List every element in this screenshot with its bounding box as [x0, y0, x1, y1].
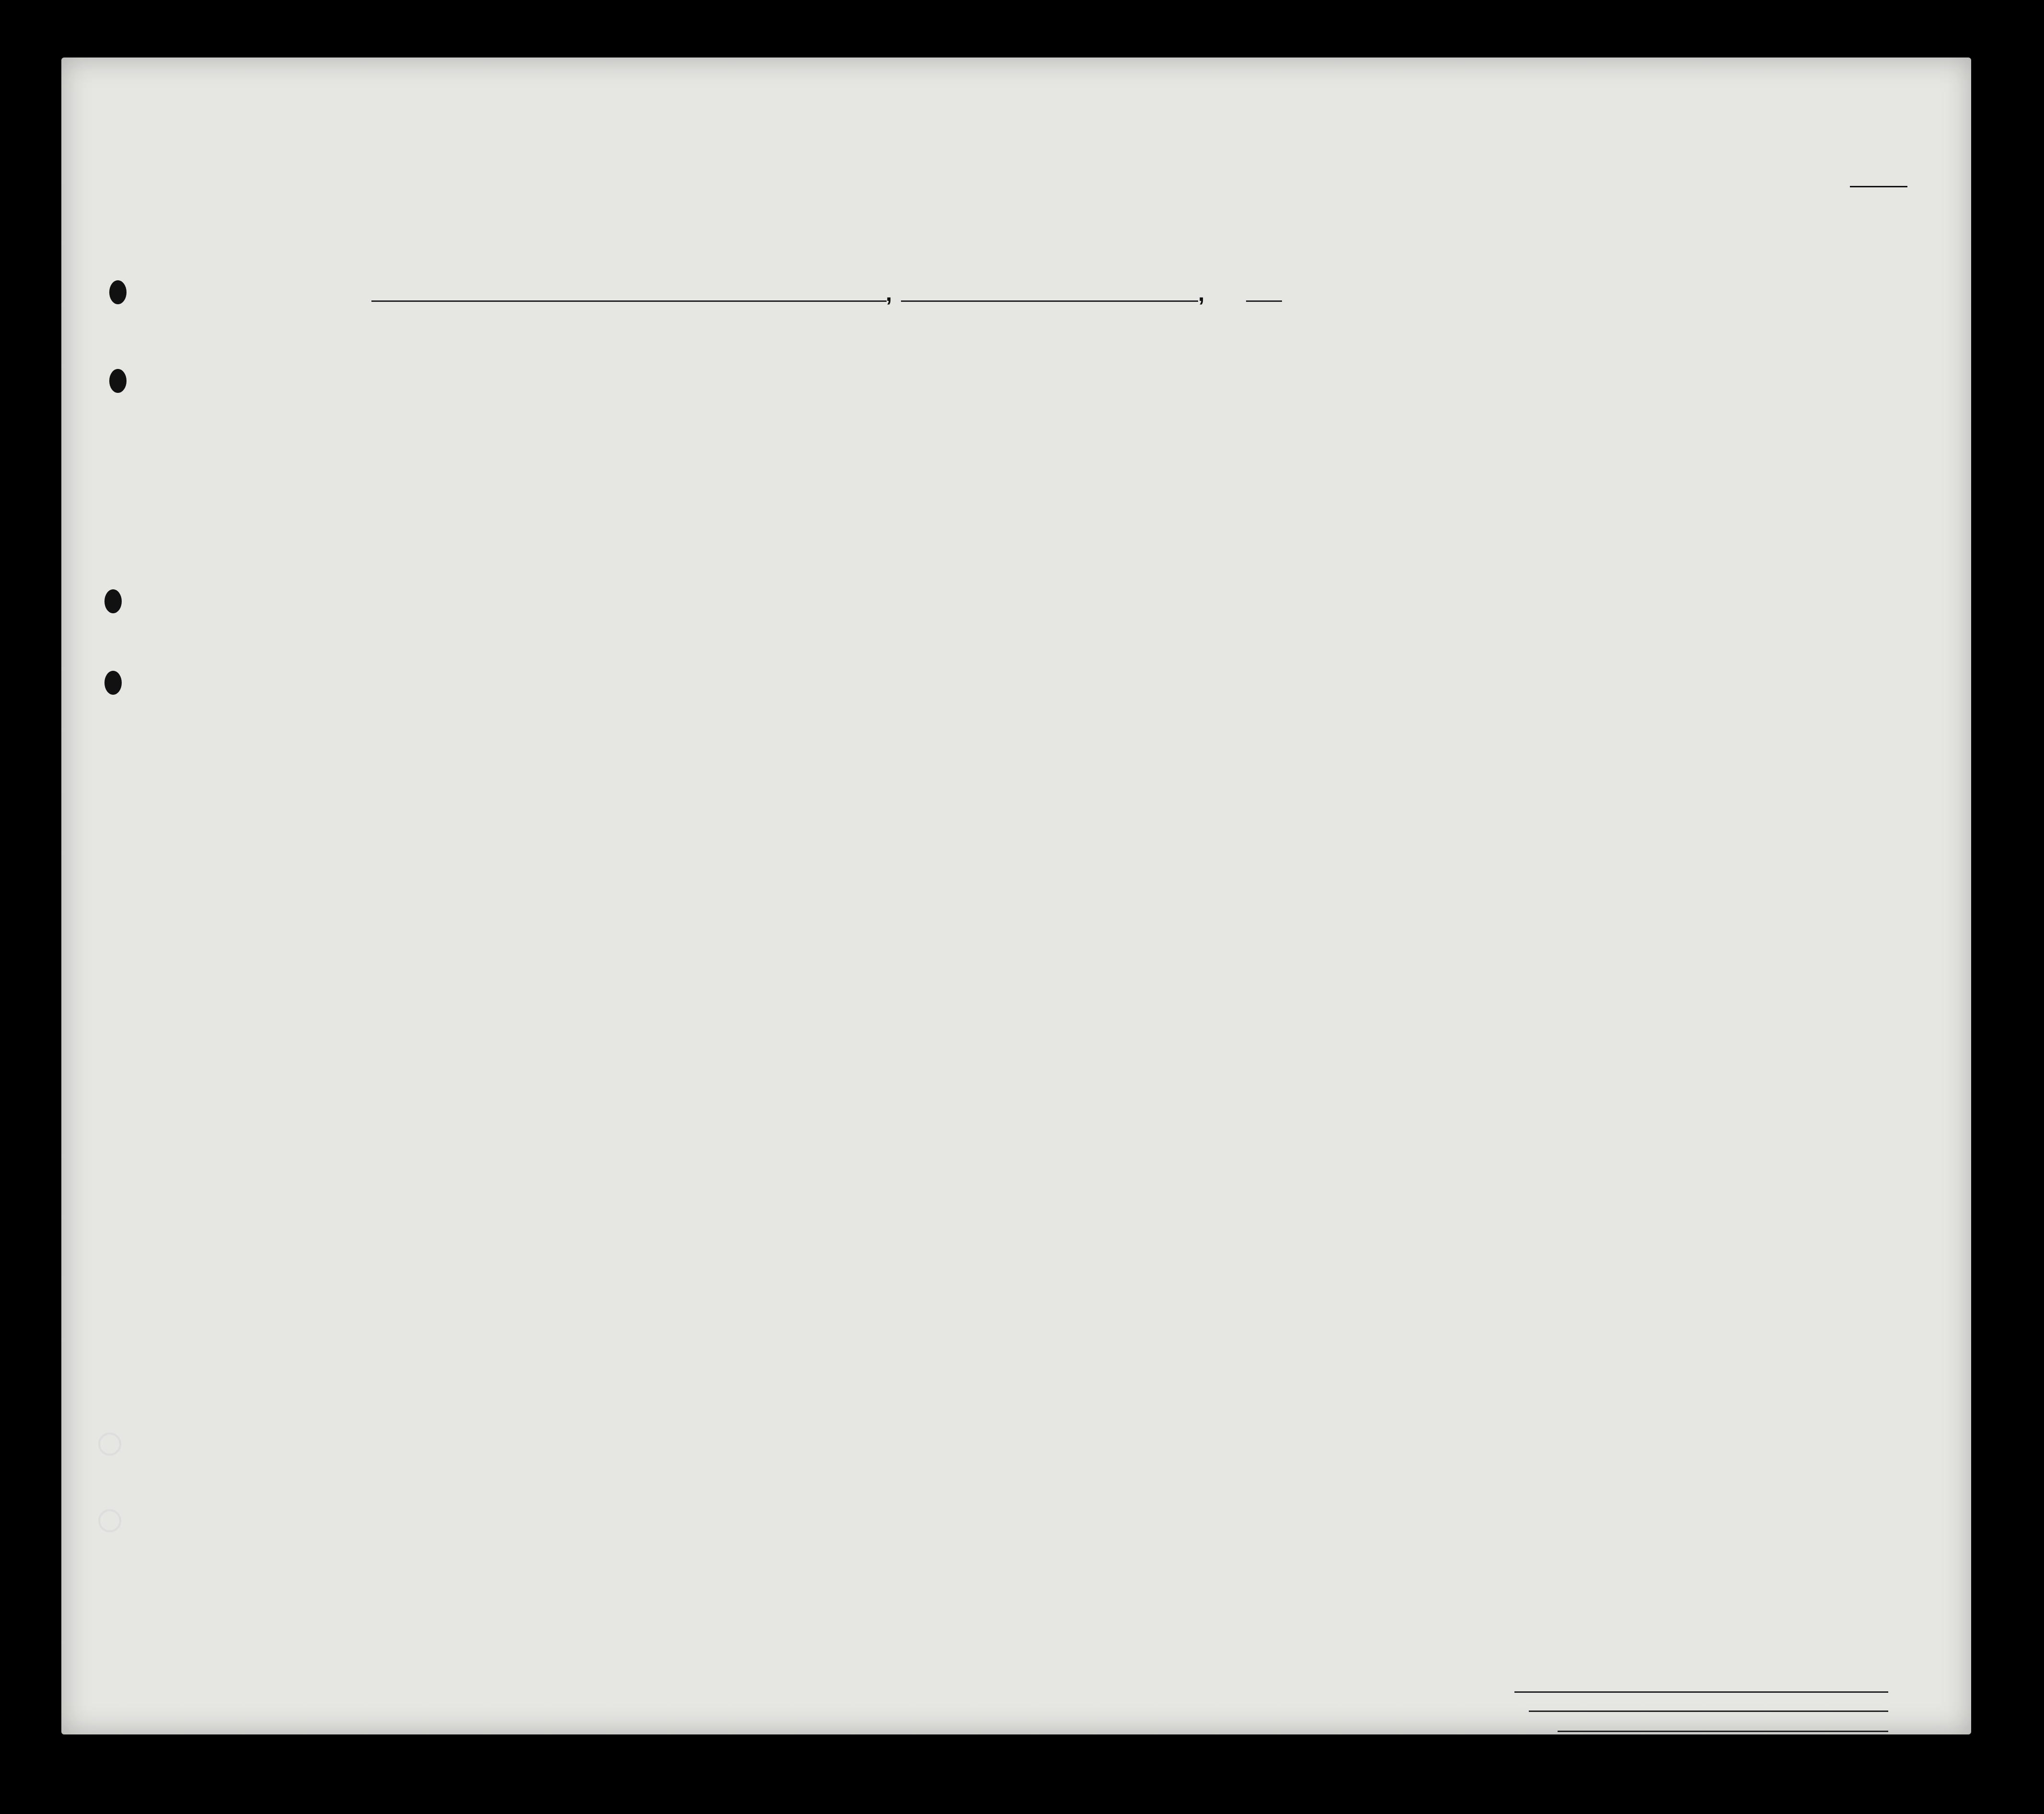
- binder-hole: [98, 1433, 121, 1456]
- agents-signature-line: [1558, 1731, 1888, 1732]
- separator-comma: ,: [1198, 281, 1205, 306]
- separator-comma: ,: [886, 281, 892, 306]
- binder-hole: [98, 1509, 121, 1532]
- binder-hole: [104, 589, 122, 613]
- date-underline: [901, 300, 1198, 302]
- binder-hole: [109, 369, 127, 393]
- owners-signature-line: [1529, 1711, 1888, 1712]
- list-underline: [1850, 186, 1907, 187]
- binder-hole: [104, 671, 122, 695]
- line-signature-line: [1514, 1691, 1888, 1693]
- year-underline: [1246, 300, 1282, 302]
- port-underline: [371, 300, 887, 302]
- binder-hole: [109, 280, 127, 304]
- manifest-sheet: [61, 57, 1971, 1734]
